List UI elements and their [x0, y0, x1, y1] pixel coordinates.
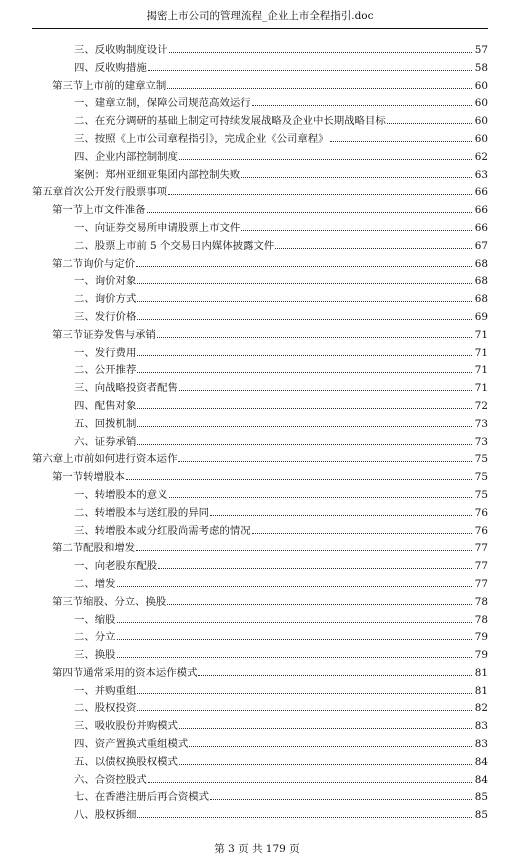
toc-dot-leader: [198, 665, 472, 676]
toc-entry[interactable]: [32, 149, 488, 167]
toc-entry[interactable]: [32, 327, 488, 345]
toc-dot-leader: [148, 772, 472, 783]
toc-entry-title: 二、分立: [74, 631, 116, 644]
toc-entry-title: 第三节上市前的建章立制: [52, 79, 167, 92]
toc-entry-page: 78: [474, 613, 488, 626]
toc-dot-leader: [178, 451, 472, 462]
toc-entry[interactable]: [32, 629, 488, 647]
toc-entry-page: 77: [474, 542, 488, 555]
toc-entry[interactable]: [32, 60, 488, 78]
toc-entry-title: 三、换股: [74, 649, 116, 662]
toc-entry-title: 一、并购重组: [74, 684, 137, 697]
toc-entry-title: 一、向老股东配股: [74, 560, 158, 573]
toc-entry[interactable]: [32, 202, 488, 220]
toc-entry[interactable]: [32, 665, 488, 683]
toc-entry[interactable]: [32, 612, 488, 630]
toc-entry-title: 四、反收购措施: [74, 61, 147, 74]
toc-entry-page: 66: [474, 221, 488, 234]
toc-entry-page: 77: [474, 560, 488, 573]
toc-entry-page: 66: [474, 204, 488, 217]
toc-entry-page: 79: [474, 631, 488, 644]
toc-entry-title: 四、资产置换式重组模式: [74, 738, 189, 751]
toc-entry-title: 一、询价对象: [74, 275, 137, 288]
toc-dot-leader: [169, 42, 472, 53]
toc-entry-page: 81: [474, 684, 488, 697]
toc-entry-title: 第一节上市文件准备: [52, 204, 146, 217]
toc-dot-leader: [330, 131, 472, 142]
toc-dot-leader: [117, 576, 472, 587]
toc-entry-title: 四、配售对象: [74, 399, 137, 412]
toc-entry-page: 83: [474, 738, 488, 751]
toc-entry[interactable]: [32, 772, 488, 790]
toc-dot-leader: [252, 95, 472, 106]
toc-dot-leader: [137, 398, 472, 409]
toc-entry[interactable]: [32, 683, 488, 701]
toc-entry-page: 76: [474, 524, 488, 537]
toc-entry-page: 82: [474, 702, 488, 715]
toc-dot-leader: [137, 273, 472, 284]
toc-dot-leader: [179, 149, 472, 160]
toc-entry-page: 85: [474, 809, 488, 822]
toc-entry-title: 一、向证券交易所申请股票上市文件: [74, 221, 241, 234]
toc-entry[interactable]: [32, 345, 488, 363]
toc-entry[interactable]: [32, 273, 488, 291]
toc-dot-leader: [137, 362, 472, 373]
toc-entry[interactable]: [32, 576, 488, 594]
toc-entry-page: 77: [474, 577, 488, 590]
toc-entry-page: 83: [474, 720, 488, 733]
toc-entry-page: 62: [474, 150, 488, 163]
toc-dot-leader: [117, 612, 472, 623]
toc-entry-page: 67: [474, 239, 488, 252]
toc-entry-page: 60: [474, 132, 488, 145]
toc-dot-leader: [179, 380, 472, 391]
toc-entry-page: 71: [474, 382, 488, 395]
toc-entry[interactable]: [32, 487, 488, 505]
toc-entry[interactable]: [32, 523, 488, 541]
toc-entry-page: 85: [474, 791, 488, 804]
toc-entry[interactable]: [32, 113, 488, 131]
toc-entry-page: 76: [474, 506, 488, 519]
toc-dot-leader: [137, 434, 472, 445]
toc-dot-leader: [117, 647, 472, 658]
toc-entry-page: 78: [474, 595, 488, 608]
toc-entry[interactable]: [32, 220, 488, 238]
toc-entry-title: 第三节证券发售与承销: [52, 328, 156, 341]
toc-entry[interactable]: [32, 362, 488, 380]
toc-entry[interactable]: [32, 42, 488, 60]
toc-entry-title: 五、以债权换股权模式: [74, 755, 178, 768]
toc-entry-title: 第二节配股和增发: [52, 542, 136, 555]
toc-dot-leader: [137, 416, 472, 427]
toc-entry-page: 75: [474, 453, 488, 466]
toc-entry-title: 第六章上市前如何进行资本运作: [32, 453, 178, 466]
toc-entry[interactable]: [32, 309, 488, 327]
toc-entry-title: 六、合资控股式: [74, 773, 147, 786]
toc-dot-leader: [167, 78, 472, 89]
toc-entry[interactable]: [32, 131, 488, 149]
toc-entry-page: 72: [474, 399, 488, 412]
toc-dot-leader: [137, 309, 472, 320]
toc-entry[interactable]: [32, 434, 488, 452]
toc-dot-leader: [137, 291, 472, 302]
toc-entry[interactable]: [32, 398, 488, 416]
toc-dot-leader: [210, 789, 472, 800]
toc-entry-page: 66: [474, 186, 488, 199]
toc-entry[interactable]: [32, 718, 488, 736]
toc-entry-title: 三、发行价格: [74, 310, 137, 323]
toc-entry-title: 三、按照《上市公司章程指引》，完成企业《公司章程》: [74, 132, 329, 145]
toc-entry-page: 68: [474, 275, 488, 288]
toc-dot-leader: [252, 523, 472, 534]
toc-dot-leader: [147, 202, 472, 213]
toc-entry-page: 71: [474, 346, 488, 359]
toc-entry[interactable]: [32, 700, 488, 718]
toc-entry-title: 一、缩股: [74, 613, 116, 626]
toc-dot-leader: [169, 487, 472, 498]
toc-entry[interactable]: [32, 558, 488, 576]
toc-entry[interactable]: [32, 78, 488, 96]
toc-entry-title: 三、向战略投资者配售: [74, 382, 178, 395]
toc-entry[interactable]: [32, 184, 488, 202]
page-footer: 第 3 页 共 179 页: [214, 843, 300, 855]
toc-entry-page: 69: [474, 310, 488, 323]
toc-entry-title: 第三节缩股、分立、换股: [52, 595, 167, 608]
toc-entry-page: 63: [474, 168, 488, 181]
toc-entry-title: 六、证券承销: [74, 435, 137, 448]
toc-dot-leader: [167, 594, 472, 605]
toc-entry-title: 三、转增股本或分红股尚需考虑的情况: [74, 524, 251, 537]
toc-dot-leader: [179, 754, 472, 765]
toc-entry[interactable]: [32, 380, 488, 398]
toc-entry-page: 75: [474, 488, 488, 501]
toc-dot-leader: [126, 469, 472, 480]
toc-entry-page: 73: [474, 435, 488, 448]
toc-entry-title: 第四节通常采用的资本运作模式: [52, 666, 198, 679]
toc-entry[interactable]: [32, 167, 488, 185]
toc-dot-leader: [137, 700, 472, 711]
toc-entry-title: 二、在充分调研的基础上制定可持续发展战略及企业中长期战略目标: [74, 115, 386, 128]
toc-entry-page: 75: [474, 471, 488, 484]
toc-entry[interactable]: [32, 451, 488, 469]
toc-entry-title: 四、企业内部控制制度: [74, 150, 178, 163]
toc-entry[interactable]: [32, 754, 488, 772]
toc-entry-title: 二、股票上市前 5 个交易日内媒体披露文件: [74, 239, 275, 252]
toc-entry[interactable]: [32, 291, 488, 309]
toc-entry-title: 三、吸收股份并购模式: [74, 720, 178, 733]
toc-dot-leader: [137, 345, 472, 356]
toc-dot-leader: [241, 220, 472, 231]
toc-dot-leader: [179, 718, 472, 729]
toc-dot-leader: [168, 184, 472, 195]
toc-dot-leader: [189, 736, 472, 747]
toc-entry-title: 二、询价方式: [74, 293, 137, 306]
toc-entry-title: 一、发行费用: [74, 346, 137, 359]
toc-entry[interactable]: [32, 789, 488, 807]
toc-entry[interactable]: [32, 469, 488, 487]
toc-dot-leader: [241, 167, 472, 178]
toc-dot-leader: [210, 505, 472, 516]
toc-entry[interactable]: [32, 95, 488, 113]
toc-entry[interactable]: [32, 256, 488, 274]
toc-dot-leader: [148, 60, 472, 71]
toc-entry-page: 84: [474, 773, 488, 786]
toc-dot-leader: [136, 256, 472, 267]
toc-entry-title: 二、公开推荐: [74, 364, 137, 377]
toc-entry[interactable]: [32, 807, 488, 825]
toc-entry-page: 73: [474, 417, 488, 430]
toc-entry-title: 第一节转增股本: [52, 471, 125, 484]
toc-entry-title: 第五章首次公开发行股票事项: [32, 186, 168, 199]
toc-dot-leader: [136, 540, 472, 551]
toc-entry-page: 57: [474, 44, 488, 56]
toc-entry[interactable]: [32, 505, 488, 523]
toc-dot-leader: [158, 558, 472, 569]
toc-dot-leader: [117, 629, 472, 640]
toc-entry-page: 71: [474, 328, 488, 341]
toc-entry-page: 84: [474, 755, 488, 768]
toc-entry-page: 58: [474, 61, 488, 74]
document-header: 揭密上市公司的管理流程_企业上市全程指引.doc: [146, 10, 374, 22]
toc-entry-title: 三、反收购制度设计: [74, 44, 168, 56]
toc-dot-leader: [137, 807, 472, 818]
toc-entry[interactable]: [32, 647, 488, 665]
toc-entry-page: 60: [474, 115, 488, 128]
toc-entry-title: 二、转增股本与送红股的异同: [74, 506, 210, 519]
table-of-contents: [32, 42, 488, 825]
toc-entry-page: 68: [474, 257, 488, 270]
toc-dot-leader: [137, 683, 472, 694]
toc-entry-page: 68: [474, 293, 488, 306]
toc-entry-page: 79: [474, 649, 488, 662]
toc-dot-leader: [157, 327, 472, 338]
toc-entry[interactable]: [32, 238, 488, 256]
toc-entry-page: 81: [474, 666, 488, 679]
toc-entry-title: 一、建章立制，保障公司规范高效运行: [74, 97, 251, 110]
toc-entry-title: 八、股权拆细: [74, 809, 137, 822]
header-divider: [32, 28, 488, 29]
toc-dot-leader: [275, 238, 472, 249]
toc-entry[interactable]: [32, 416, 488, 434]
toc-entry-page: 60: [474, 79, 488, 92]
toc-entry[interactable]: [32, 594, 488, 612]
toc-entry-title: 二、增发: [74, 577, 116, 590]
toc-entry-page: 60: [474, 97, 488, 110]
toc-entry-title: 第二节询价与定价: [52, 257, 136, 270]
toc-entry-title: 二、股权投资: [74, 702, 137, 715]
toc-dot-leader: [387, 113, 472, 124]
toc-entry[interactable]: [32, 736, 488, 754]
toc-entry[interactable]: [32, 540, 488, 558]
toc-entry-title: 五、回拨机制: [74, 417, 137, 430]
toc-entry-title: 案例：郑州亚细亚集团内部控制失败: [74, 168, 241, 181]
toc-entry-title: 一、转增股本的意义: [74, 488, 168, 501]
toc-entry-title: 七、在香港注册后再合资模式: [74, 791, 210, 804]
toc-entry-page: 71: [474, 364, 488, 377]
